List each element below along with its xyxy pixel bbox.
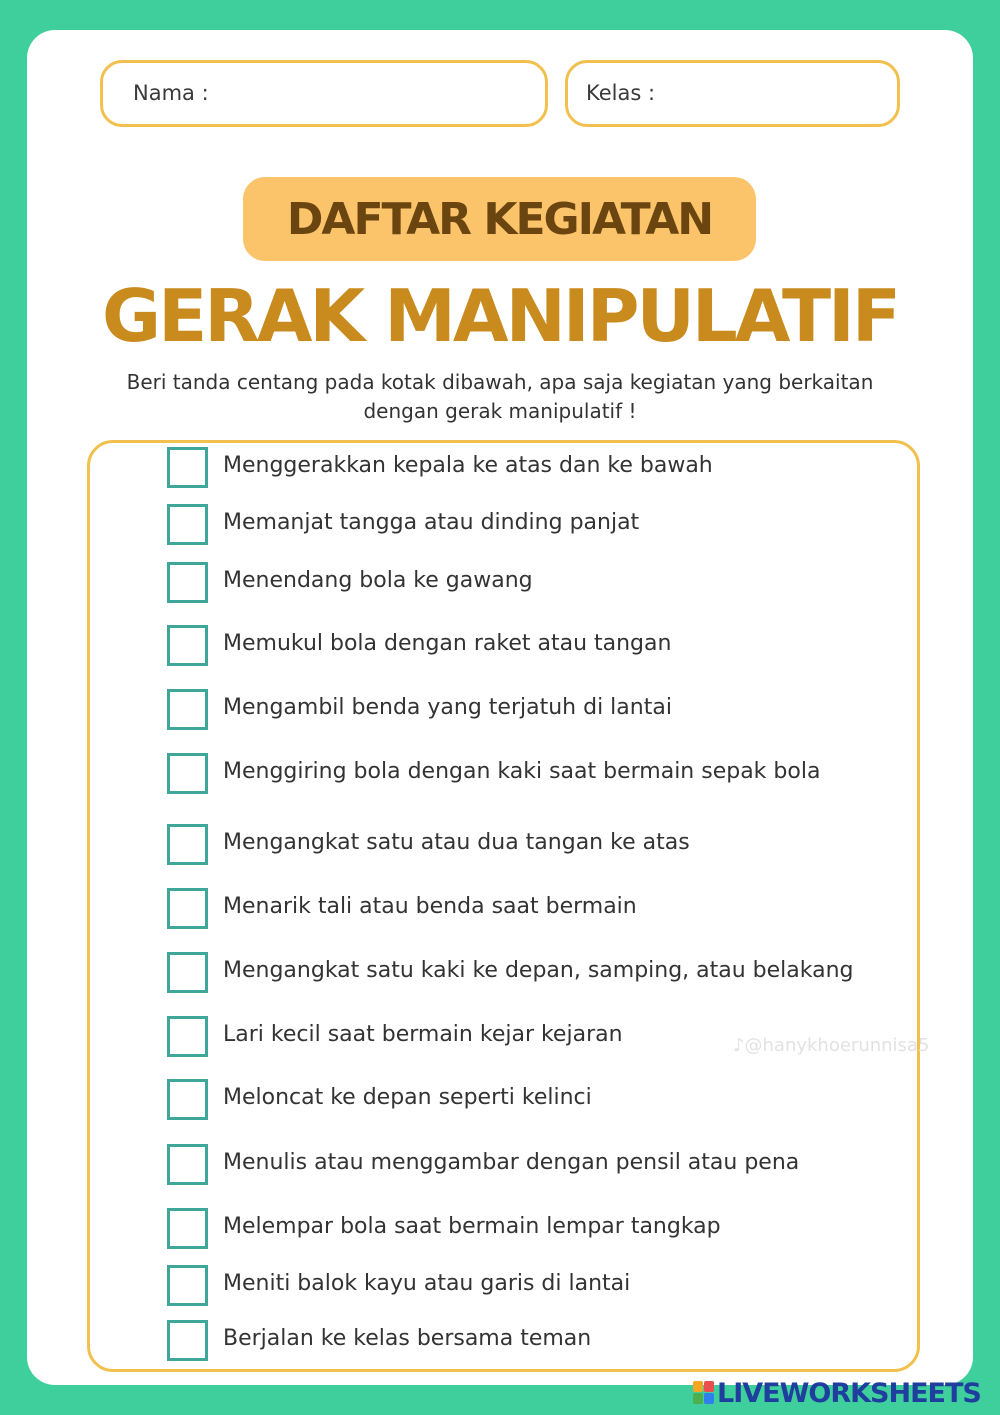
checkbox[interactable] bbox=[167, 1320, 208, 1361]
checklist-item bbox=[0, 824, 1000, 868]
checklist-item bbox=[0, 952, 1000, 996]
checklist-item-label: Memanjat tangga atau dinding panjat bbox=[223, 510, 640, 535]
class-field[interactable] bbox=[565, 60, 900, 127]
checklist-item-label: Mengangkat satu atau dua tangan ke atas bbox=[223, 830, 690, 855]
watermark-text: ♪@hanykhoerunnisa5 bbox=[733, 1035, 930, 1056]
checkbox[interactable] bbox=[167, 1144, 208, 1185]
checklist-item-label: Mengangkat satu kaki ke depan, samping, atau belakang bbox=[223, 958, 854, 983]
checklist-item bbox=[0, 1144, 1000, 1188]
checklist-item bbox=[0, 753, 1000, 797]
name-label: Nama : bbox=[133, 81, 209, 105]
checkbox[interactable] bbox=[167, 888, 208, 929]
checkbox[interactable] bbox=[167, 1208, 208, 1249]
checklist-item bbox=[0, 447, 1000, 491]
liveworksheets-icon bbox=[693, 1381, 715, 1405]
checkbox[interactable] bbox=[167, 447, 208, 488]
brand-logo bbox=[693, 1378, 981, 1409]
checkbox[interactable] bbox=[167, 824, 208, 865]
checklist-item-label: Menarik tali atau benda saat bermain bbox=[223, 894, 637, 919]
checklist-item-label: Menendang bola ke gawang bbox=[223, 568, 533, 593]
checkbox[interactable] bbox=[167, 504, 208, 545]
checklist-item bbox=[0, 888, 1000, 932]
checkbox[interactable] bbox=[167, 952, 208, 993]
checklist-item-label: Memukul bola dengan raket atau tangan bbox=[223, 631, 672, 656]
checklist-item-label: Berjalan ke kelas bersama teman bbox=[223, 1326, 592, 1351]
checkbox[interactable] bbox=[167, 562, 208, 603]
tiktok-icon: ♪ bbox=[733, 1035, 745, 1056]
checklist-item bbox=[0, 1208, 1000, 1252]
page-title: GERAK MANIPULATIF bbox=[101, 274, 899, 358]
checkbox[interactable] bbox=[167, 1016, 208, 1057]
checklist-item bbox=[0, 1265, 1000, 1309]
checklist-item bbox=[0, 1320, 1000, 1364]
checklist-item-label: Mengambil benda yang terjatuh di lantai bbox=[223, 695, 672, 720]
title-pill: DAFTAR KEGIATAN bbox=[243, 177, 756, 261]
checklist-item-label: Lari kecil saat bermain kejar kejaran bbox=[223, 1022, 623, 1047]
checklist-item bbox=[0, 625, 1000, 669]
checkbox[interactable] bbox=[167, 625, 208, 666]
checklist-item bbox=[0, 504, 1000, 548]
checklist-item-label: Menggiring bola dengan kaki saat bermain sepak bola bbox=[223, 759, 821, 784]
checklist-item bbox=[0, 562, 1000, 606]
checklist-item bbox=[0, 1079, 1000, 1123]
checklist-item-label: Menulis atau menggambar dengan pensil atau pena bbox=[223, 1150, 800, 1175]
checkbox[interactable] bbox=[167, 689, 208, 730]
checklist-item-label: Meniti balok kayu atau garis di lantai bbox=[223, 1271, 631, 1296]
brand-text: LIVEWORKSHEETS bbox=[717, 1378, 981, 1409]
checkbox[interactable] bbox=[167, 1079, 208, 1120]
checklist-item-label: Menggerakkan kepala ke atas dan ke bawah bbox=[223, 453, 713, 478]
checklist-item-label: Meloncat ke depan seperti kelinci bbox=[223, 1085, 592, 1110]
instruction-text: Beri tanda centang pada kotak dibawah, apa saja kegiatan yang berkaitan dengan gerak manipulatif ! bbox=[126, 370, 874, 423]
checkbox[interactable] bbox=[167, 1265, 208, 1306]
name-field[interactable] bbox=[100, 60, 548, 127]
checklist-item-label: Melempar bola saat bermain lempar tangkap bbox=[223, 1214, 721, 1239]
class-label: Kelas : bbox=[586, 81, 656, 105]
checkbox[interactable] bbox=[167, 753, 208, 794]
checklist-item bbox=[0, 689, 1000, 733]
